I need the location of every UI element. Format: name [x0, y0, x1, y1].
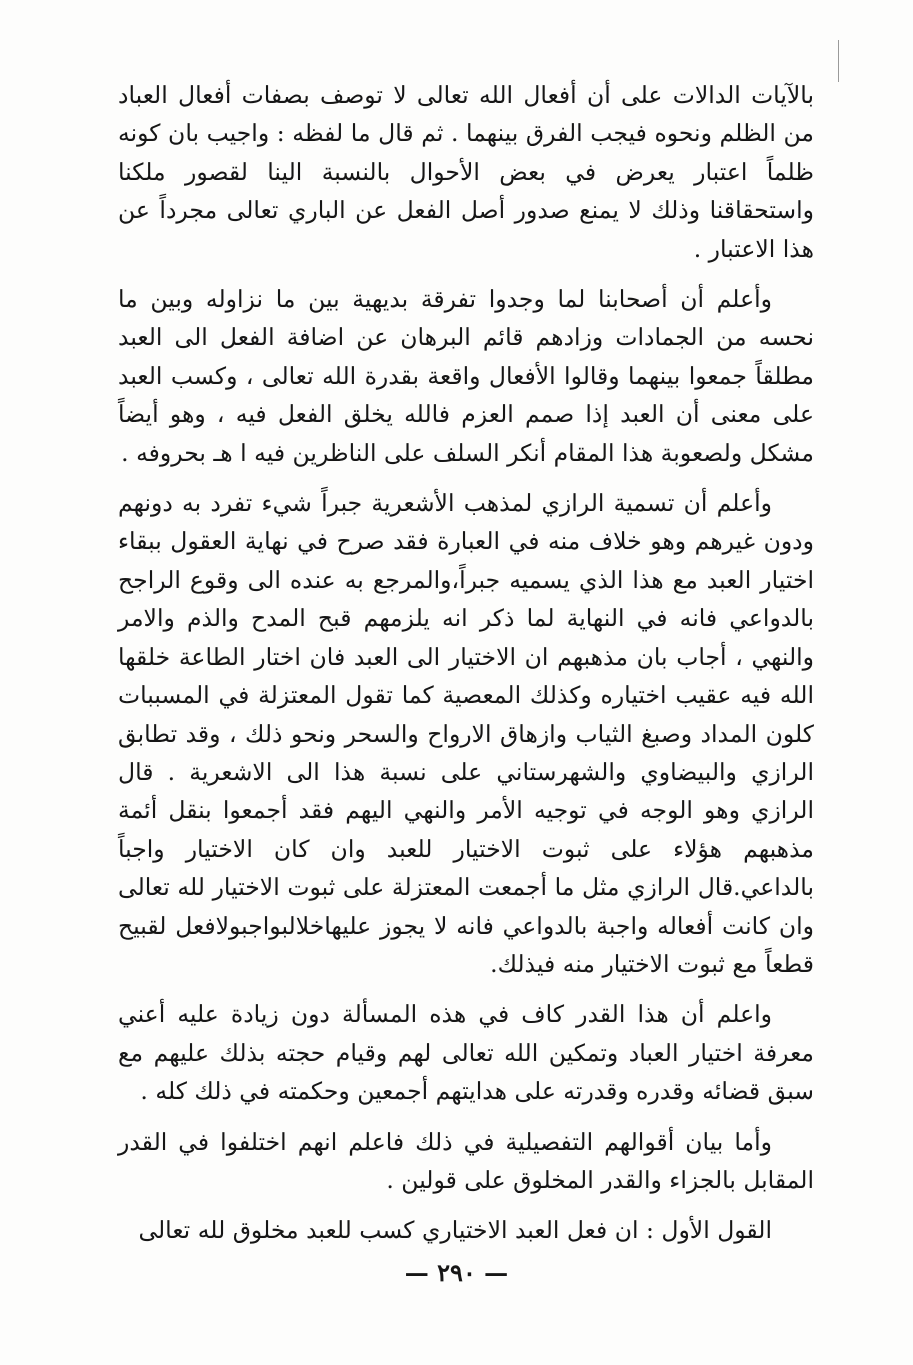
paragraph-4: واعلم أن هذا القدر كاف في هذه المسألة دون زيادة عليه أعني معرفة اختيار العباد وتمكين الله تعالى لهم وقيام حجته بذلك عليهم مع سبق قضائه وقدره وقدرته على هدايتهم أجمعين وحكمته في ذلك كله . — [118, 1000, 814, 1106]
page-number: — ٢٩٠ — — [404, 1258, 509, 1287]
paragraph-5: وأما بيان أقوالهم التفصيلية في ذلك فاعلم انهم اختلفوا في القدر المقابل بالجزاء والقدر المخلوق على قولين . — [118, 1127, 814, 1194]
paragraph-2: وأعلم أن أصحابنا لما وجدوا تفرقة بديهية بين ما نزاوله وبين ما نحسه من الجمادات وزادهم قائم البرهان عن اضافة الفعل الى العبد مطلقاً جمعوا بينهما وقالوا الأفعال واقعة بقدرة الله تعالى ، وكسب العبد على معنى أن العبد إذا صمم العزم فالله يخلق الفعل فيه ، وهو أيضاً مشكل ولصعوبة هذا المقام أنكر السلف على الناظرين فيه ا هـ بحروفه . — [118, 285, 814, 467]
page-body-text — [118, 76, 814, 1250]
paragraph-3: وأعلم أن تسمية الرازي لمذهب الأشعرية جبراً شيء تفرد به دونهم ودون غيرهم وهو خلاف منه في العبارة فقد صرح في نهاية العقول ببقاء اختيار العبد مع هذا الذي يسميه جبراً،والمرجع به عنده الى وقوع الراجح بالدواعي فانه في النهاية لما ذكر انه يلزمهم قبح المدح والذم والامر والنهي ، أجاب بان مذهبهم ان الاختيار الى العبد فان اختار الطاعة خلقها الله فيه عقيب اختياره وكذلك المعصية كما تقول المعتزلة في المسببات كلون المداد وصبغ الثياب وازهاق الارواح والسحر ونحو ذلك ، وقد تطابق الرازي والبيضاوي والشهرستاني على نسبة هذا الى الاشعرية . قال الرازي وهو الوجه في توجيه الأمر والنهي اليهم فقد أجمعوا بنقل أئمة مذهبهم هؤلاء على ثبوت الاختيار للعبد وان كان الاختيار واجباً بالداعي.قال الرازي مثل ما أجمعت المعتزلة على ثبوت الاختيار لله تعالى وان كانت أفعاله واجبة بالدواعي فانه لا يجوز عليهاخلالبواجبولافعل لقبيح قطعاً مع ثبوت الاختيار منه فيذلك. — [118, 489, 814, 978]
page-edge-mark — [838, 40, 839, 82]
paragraph-6: القول الأول : ان فعل العبد الاختياري كسب للعبد مخلوق لله تعالى — [138, 1216, 772, 1245]
paragraph-1: بالآيات الدالات على أن أفعال الله تعالى لا توصف بصفات أفعال العباد من الظلم ونحوه فيجب الفرق بينهما . ثم قال ما لفظه : واجيب بان كونه ظلماً اعتبار يعرض في بعض الأحوال بالنسبة الينا لقصور ملكنا واستحقاقنا وذلك لا يمنع صدور أصل الفعل عن الباري تعالى مجرداً عن هذا الاعتبار . — [118, 81, 814, 263]
